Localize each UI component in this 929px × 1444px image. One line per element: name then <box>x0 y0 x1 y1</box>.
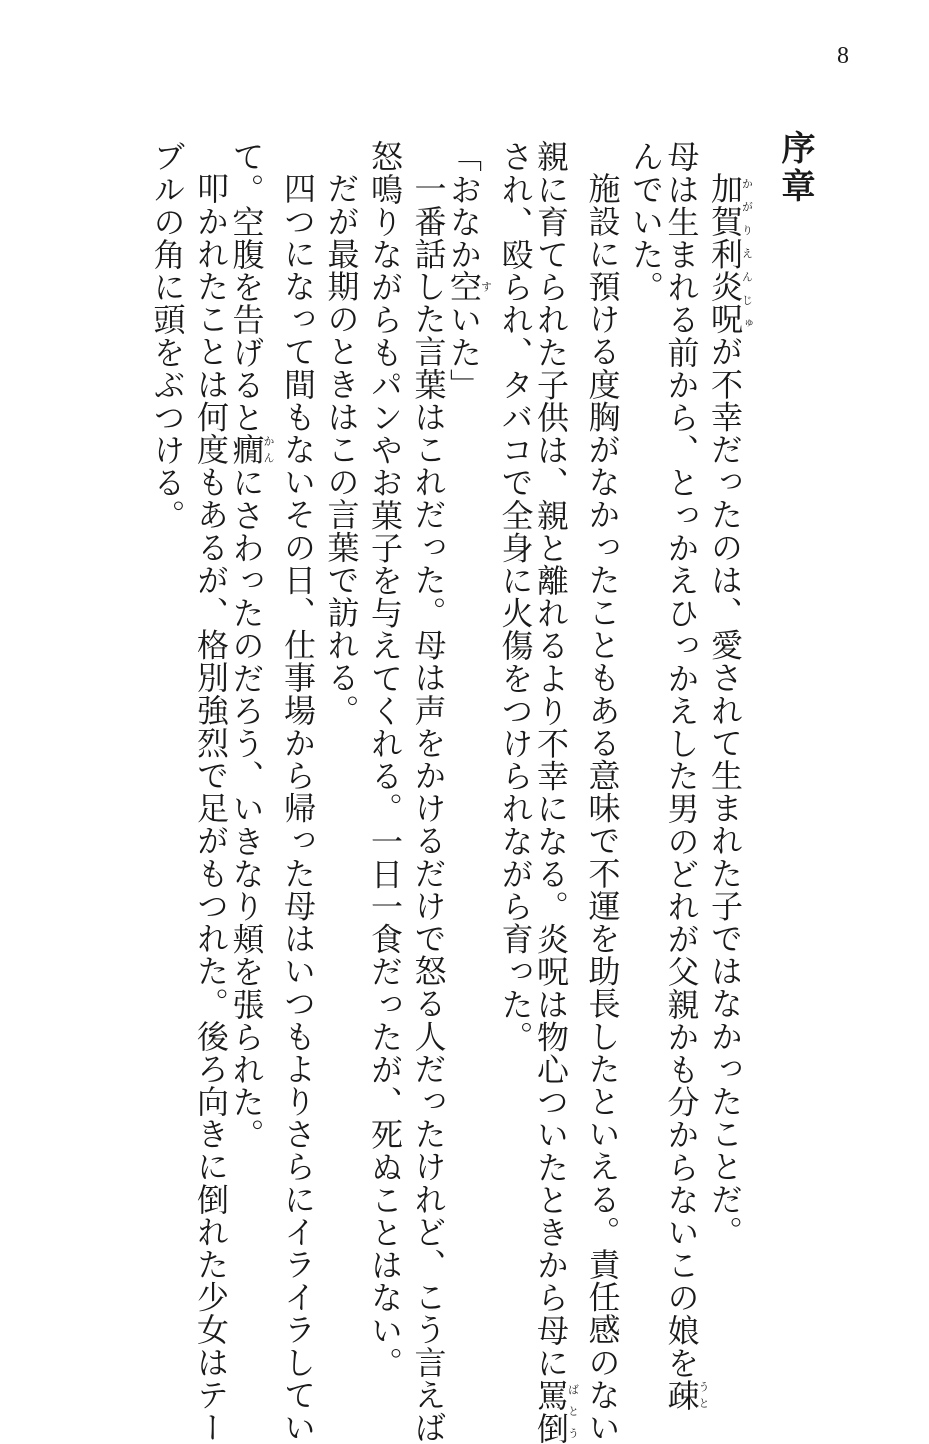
ruby-reading: かん <box>262 433 275 466</box>
text-run: ブルの角に頭をぶつける。 <box>148 140 187 532</box>
text-line <box>532 140 580 1444</box>
text-run: 「おなか <box>445 140 483 271</box>
furigana-word <box>227 433 275 467</box>
text-line <box>409 172 449 1443</box>
text-line <box>662 140 710 1412</box>
furigana-word <box>662 1378 710 1412</box>
text-run: 四つになって間もないその日、仕事場から帰った母はいつもよりさらにイライラしてい <box>279 172 317 1444</box>
text-line <box>191 172 231 1443</box>
text-run: が不幸だったのは、愛されて生まれた子ではなかったことだ。 <box>706 335 744 1248</box>
text-line <box>365 140 405 1379</box>
text-run: 叩かれたことは何度もあるが、格別強烈で足がもつれた。後ろ向きに倒れた少女はテー <box>192 172 230 1444</box>
ruby-base: 空 <box>445 270 483 304</box>
text-line <box>626 140 666 303</box>
page-number: 8 <box>837 43 849 69</box>
text-run: いた」 <box>445 303 483 401</box>
text-line <box>583 172 623 1443</box>
text-run: 親に育てられた子供は、親と離れるより不幸になる。炎呪は物心ついたときから母に <box>532 140 570 1379</box>
text-run: 施設に預ける度胸がなかったこともある意味で不運を助長したといえる。責任感のない <box>583 172 622 1444</box>
text-line <box>496 140 536 1053</box>
text-line <box>227 140 275 1151</box>
ruby-reading: かがりえんじゅ <box>740 172 754 335</box>
ruby-reading: うと <box>697 1378 710 1412</box>
text-run: んでいた。 <box>627 140 665 303</box>
text-run: にさわったのだろう、いきなり頬を張られた。 <box>227 466 266 1151</box>
text-run: 母は生まれる前から、とっかえひっかえした男のどれが父親かも分からないこの娘を <box>662 140 701 1379</box>
text-run: だが最期のときはこの言葉で訪れる。 <box>322 172 361 727</box>
ruby-base: 疎 <box>662 1378 701 1412</box>
chapter-heading: 序章 <box>775 130 815 206</box>
text-line <box>278 172 318 1443</box>
furigana-word <box>445 270 493 304</box>
text-line <box>322 172 362 726</box>
text-line <box>706 172 754 1248</box>
text-run: 一番話した言葉はこれだった。母は声をかけるだけで怒る人だったけれど、こう言えば <box>409 172 448 1444</box>
ruby-reading: す <box>479 270 493 303</box>
ruby-reading: ばとう <box>566 1378 580 1444</box>
ruby-base: 罵倒 <box>532 1378 570 1444</box>
furigana-word <box>706 172 754 335</box>
ruby-base: 加賀利炎呪 <box>706 172 744 335</box>
text-line <box>445 140 493 401</box>
text-run: 怒鳴りながらもパンやお菓子を与えてくれる。一日一食だったが、死ぬことはない。 <box>366 140 404 1379</box>
text-run: され、殴られ、タバコで全身に火傷をつけられながら育った。 <box>496 140 535 1053</box>
text-line <box>148 140 188 531</box>
ruby-base: 癇 <box>227 433 266 467</box>
furigana-word <box>532 1378 580 1444</box>
text-run: て。空腹を告げると <box>227 140 266 434</box>
